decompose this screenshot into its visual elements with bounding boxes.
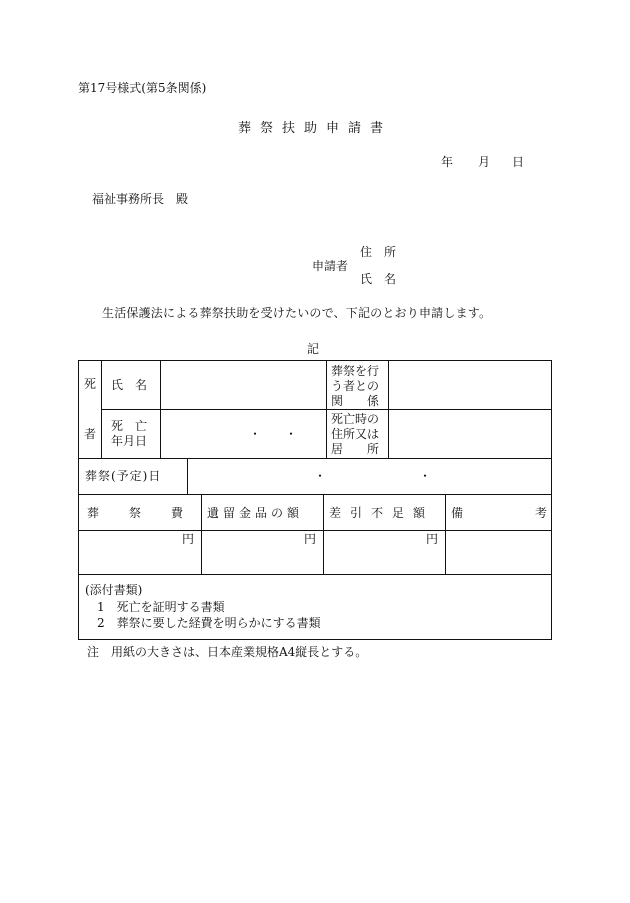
col-divider (445, 494, 446, 574)
death-date-label-bottom: 年月日 (111, 434, 148, 448)
residence-label-3: 居 所 (331, 442, 380, 456)
document-title: 葬祭扶助申請書 (237, 121, 392, 136)
yen-unit: 円 (182, 532, 195, 546)
relationship-label-3: 関 係 (331, 394, 380, 408)
row-divider (79, 458, 551, 459)
shortage-amount-header: 差引不足額 (329, 506, 435, 520)
deceased-label-top: 死 (84, 377, 97, 391)
applicant-address-label: 住 所 (360, 245, 397, 259)
attachment-item-1: 1 死亡を証明する書類 (97, 600, 225, 614)
funeral-date-separator-1: ・ (314, 469, 327, 483)
relationship-label-2: う者との (331, 379, 380, 393)
col-divider (323, 494, 324, 574)
death-date-separators: ・ ・ (249, 427, 298, 441)
row-divider (79, 530, 551, 531)
funeral-cost-header: 葬 祭 費 (87, 506, 186, 520)
date-year-label: 年 (441, 155, 454, 169)
date-month-label: 月 (478, 155, 491, 169)
applicant-name-label: 氏 名 (360, 272, 397, 286)
ki-heading: 記 (307, 342, 320, 356)
row-divider (79, 494, 551, 495)
col-divider (187, 458, 188, 494)
attachments-title: (添付書類) (85, 583, 143, 597)
estate-amount-header: 遺留金品の額 (207, 506, 304, 520)
form-number: 第17号様式(第5条関係) (78, 81, 207, 95)
col-divider (388, 361, 389, 458)
remarks-header-1: 備 (451, 506, 464, 520)
residence-label-1: 死亡時の (331, 412, 380, 426)
col-divider (201, 494, 202, 574)
residence-label-2: 住所又は (331, 427, 380, 441)
yen-unit: 円 (304, 532, 317, 546)
application-table (78, 360, 552, 640)
addressee: 福祉事務所長 殿 (92, 192, 189, 206)
col-divider (326, 361, 327, 458)
deceased-label-bottom: 者 (84, 427, 97, 441)
attachment-item-2: 2 葬祭に要した経費を明らかにする書類 (97, 616, 321, 630)
date-day-label: 日 (512, 155, 525, 169)
col-divider (160, 361, 161, 458)
col-divider (101, 361, 102, 458)
application-statement: 生活保護法による葬祭扶助を受けたいので、下記のとおり申請します。 (102, 306, 492, 320)
funeral-date-label: 葬祭(予定)日 (85, 469, 162, 483)
row-divider (79, 574, 551, 575)
remarks-header-2: 考 (535, 506, 548, 520)
death-date-label-top: 死 亡 (111, 419, 148, 433)
applicant-label: 申請者 (312, 259, 349, 273)
name-label: 氏 名 (111, 378, 148, 392)
yen-unit: 円 (426, 532, 439, 546)
funeral-date-separator-2: ・ (419, 469, 432, 483)
paper-size-note: 注 用紙の大きさは、日本産業規格A4縦長とする。 (87, 645, 368, 659)
relationship-label-1: 葬祭を行 (331, 364, 380, 378)
